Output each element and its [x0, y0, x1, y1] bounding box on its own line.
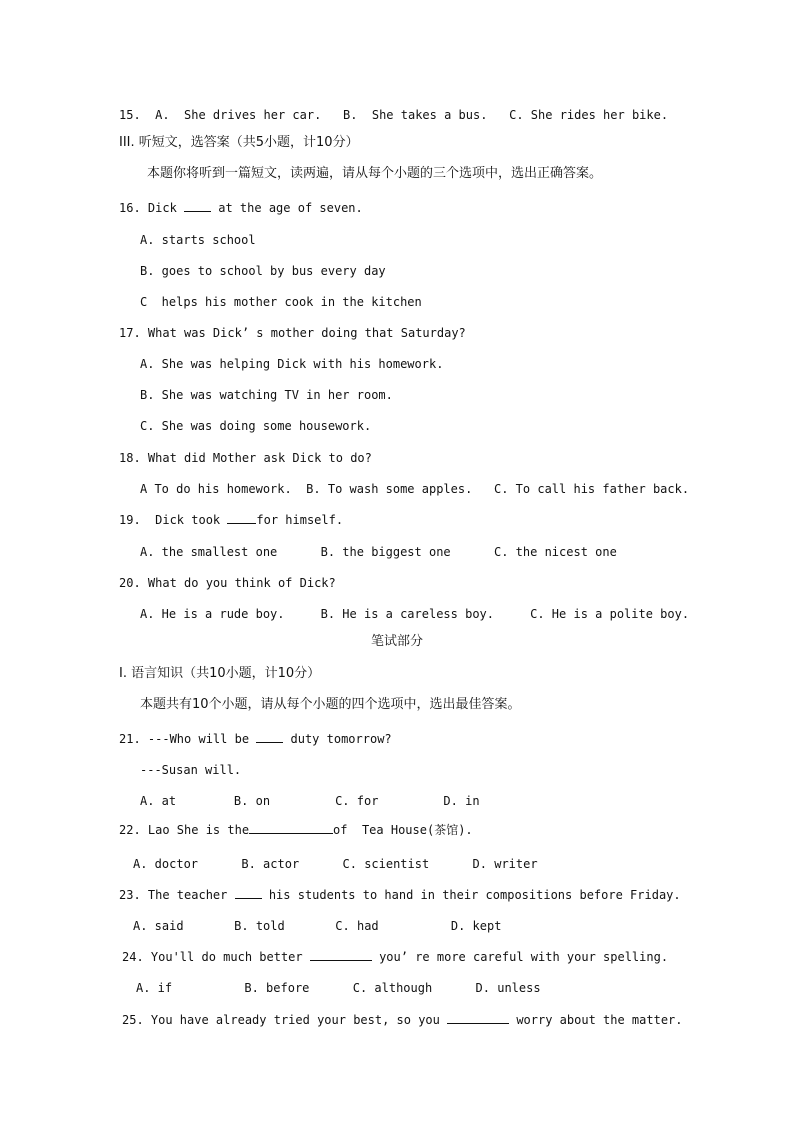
question-19	[119, 512, 343, 528]
question-25-text-end: worry about the matter.	[509, 1013, 683, 1027]
question-17-option-a: A. She was helping Dick with his homework.	[140, 357, 444, 371]
question-16	[119, 200, 363, 216]
question-21	[119, 731, 392, 747]
question-25	[122, 1012, 683, 1028]
question-24-options: A. if B. before C. although D. unless	[136, 981, 541, 995]
section-1-title: I. 语言知识（共10小题，计10分）	[119, 666, 321, 681]
question-16-text-end: at the age of seven.	[211, 201, 363, 215]
question-23-text: 23. The teacher	[119, 888, 235, 902]
answer-blank	[249, 822, 333, 834]
answer-blank	[447, 1012, 509, 1024]
question-20: 20. What do you think of Dick?	[119, 576, 336, 590]
answer-blank	[256, 731, 283, 743]
answer-blank	[310, 949, 372, 961]
question-16-text: 16. Dick	[119, 201, 185, 215]
question-19-text: 19. Dick took	[119, 513, 228, 527]
question-25-text: 25. You have already tried your best, so you	[122, 1013, 448, 1027]
question-22-options: A. doctor B. actor C. scientist D. writer	[133, 857, 538, 871]
question-18-options: A To do his homework. B. To wash some apples. C. To call his father back.	[140, 482, 690, 496]
section-3-title: III. 听短文，选答案（共5小题，计10分）	[119, 135, 359, 150]
question-22	[119, 822, 473, 838]
question-16-option-b: B. goes to school by bus every day	[140, 264, 386, 278]
section-3-instructions: 本题你将听到一篇短文，读两遍，请从每个小题的三个选项中，选出正确答案。	[147, 166, 603, 181]
question-17-option-c: C. She was doing some housework.	[140, 419, 372, 433]
question-19-text-end: for himself.	[256, 513, 344, 527]
question-21-text-end: duty tomorrow?	[283, 732, 392, 746]
question-24-text-end: you’ re more careful with your spelling.	[371, 950, 669, 964]
question-22-text-end: of Tea House(茶馆).	[333, 823, 473, 837]
question-15: 15. A. She drives her car. B. She takes a bus. C. She rides her bike.	[119, 108, 669, 122]
question-17: 17. What was Dick’ s mother doing that Saturday?	[119, 326, 466, 340]
question-23	[119, 887, 681, 903]
question-16-option-c: C helps his mother cook in the kitchen	[140, 295, 422, 309]
question-16-option-a: A. starts school	[140, 233, 256, 247]
question-22-text: 22. Lao She is the	[119, 823, 250, 837]
written-part-title: 笔试部分	[370, 634, 423, 649]
question-24-text: 24. You'll do much better	[122, 950, 310, 964]
question-21-text: 21. ---Who will be	[119, 732, 257, 746]
question-19-options: A. the smallest one B. the biggest one C. the nicest one	[140, 545, 617, 559]
question-18: 18. What did Mother ask Dick to do?	[119, 451, 372, 465]
question-23-options: A. said B. told C. had D. kept	[133, 919, 502, 933]
section-1-instructions: 本题共有10个小题，请从每个小题的四个选项中，选出最佳答案。	[140, 697, 521, 712]
answer-blank	[235, 887, 262, 899]
answer-blank	[227, 512, 256, 524]
question-23-text-end: his students to hand in their compositions before Friday.	[261, 888, 681, 902]
question-21-options: A. at B. on C. for D. in	[140, 794, 480, 808]
question-20-options: A. He is a rude boy. B. He is a careless boy. C. He is a polite boy.	[140, 607, 690, 621]
question-24	[122, 949, 668, 965]
question-17-option-b: B. She was watching TV in her room.	[140, 388, 393, 402]
question-21-reply: ---Susan will.	[140, 763, 242, 777]
answer-blank	[184, 200, 211, 212]
